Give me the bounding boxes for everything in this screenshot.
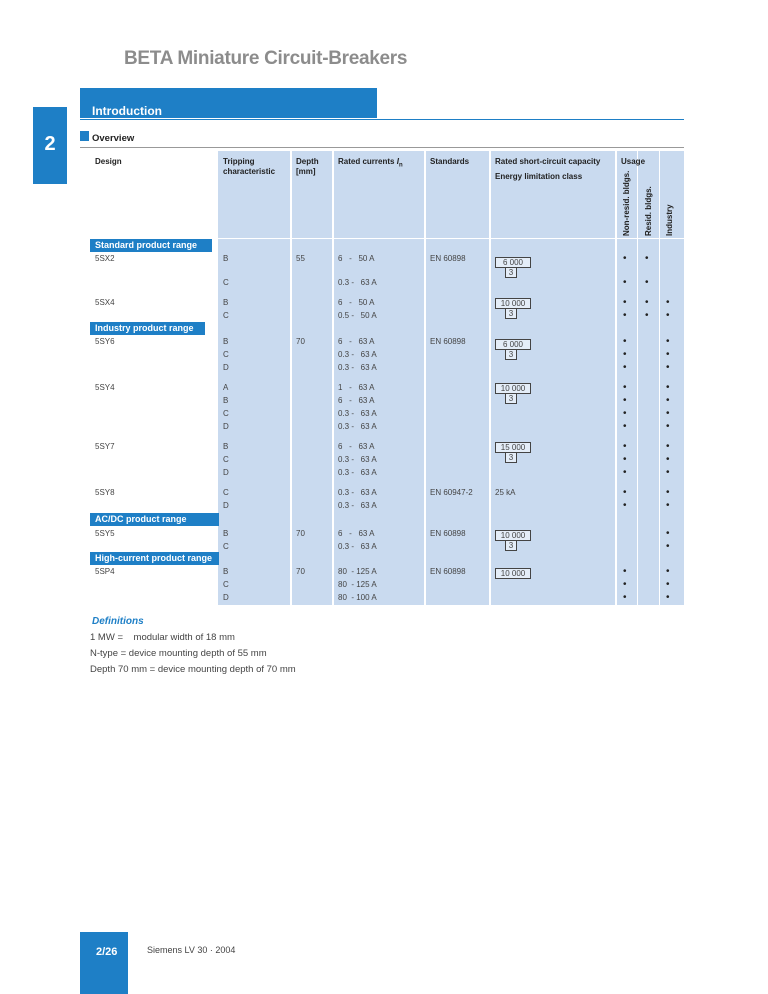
cell-usage-industry: •: [666, 349, 670, 360]
cell-tripping: B: [223, 567, 229, 576]
header-energy: Energy limitation class: [495, 172, 583, 181]
cell-usage-industry: •: [666, 362, 670, 373]
cell-energy-class-box: 3: [505, 540, 517, 551]
table-row: [0, 311, 768, 323]
cell-usage-industry: •: [666, 467, 670, 478]
header-design: Design: [95, 157, 122, 166]
cell-current: 6 - 50 A: [338, 298, 375, 307]
cell-usage-nonresid: •: [623, 566, 627, 577]
cell-tripping: C: [223, 409, 229, 418]
section-title: Introduction: [92, 104, 162, 118]
cell-tripping: D: [223, 363, 229, 372]
cell-usage-nonresid: •: [623, 310, 627, 321]
cell-current: 80 - 100 A: [338, 593, 377, 602]
cell-usage-nonresid: •: [623, 349, 627, 360]
chapter-number: 2: [44, 133, 56, 155]
cell-design: 5SX2: [95, 254, 115, 263]
cell-usage-nonresid: •: [623, 579, 627, 590]
table-row: [0, 409, 768, 421]
table-row: [0, 253, 768, 277]
cell-tripping: C: [223, 580, 229, 589]
cell-energy-class-box: 3: [505, 393, 517, 404]
table-row: [0, 422, 768, 434]
cell-tripping: D: [223, 593, 229, 602]
cell-capacity-box: 6 000: [495, 339, 531, 350]
cell-current: 6 - 63 A: [338, 442, 375, 451]
table-row: [0, 580, 768, 592]
cell-usage-industry: •: [666, 395, 670, 406]
cell-standard: EN 60898: [430, 254, 466, 263]
header-usage-resid: Resid. bldgs.: [644, 186, 653, 236]
cell-usage-resid: •: [645, 253, 649, 264]
overview-rule: [80, 147, 684, 148]
cell-capacity-box: 6 000: [495, 257, 531, 268]
cell-standard: EN 60898: [430, 529, 466, 538]
cell-current: 0.3 - 63 A: [338, 488, 377, 497]
header-standards: Standards: [430, 157, 470, 166]
cell-usage-nonresid: •: [623, 395, 627, 406]
cell-depth: 70: [296, 337, 305, 346]
cell-current: 0.3 - 63 A: [338, 363, 377, 372]
header-rated-currents: [338, 157, 403, 171]
cell-energy-class-box: 3: [505, 308, 517, 319]
cell-capacity-box: 15 000: [495, 442, 531, 453]
cell-design: 5SY8: [95, 488, 115, 497]
cell-usage-industry: •: [666, 541, 670, 552]
cell-design: 5SX4: [95, 298, 115, 307]
cell-current: 0.3 - 63 A: [338, 350, 377, 359]
cell-energy-class-box: 3: [505, 267, 517, 278]
cell-tripping: D: [223, 468, 229, 477]
page-title: BETA Miniature Circuit-Breakers: [124, 48, 408, 69]
cell-depth: 70: [296, 567, 305, 576]
cell-current: 0.3 - 63 A: [338, 542, 377, 551]
cell-usage-resid: •: [645, 277, 649, 288]
cell-depth: 70: [296, 529, 305, 538]
cell-tripping: C: [223, 488, 229, 497]
cell-usage-nonresid: •: [623, 421, 627, 432]
cell-usage-nonresid: •: [623, 454, 627, 465]
cell-usage-nonresid: •: [623, 467, 627, 478]
table-row: [0, 542, 768, 554]
table-row: [0, 350, 768, 362]
cell-tripping: D: [223, 422, 229, 431]
cell-usage-industry: •: [666, 487, 670, 498]
chapter-tab: [33, 107, 67, 184]
cell-usage-industry: •: [666, 297, 670, 308]
header-usage-nonresid: Non-resid. bldgs.: [622, 170, 631, 236]
cell-usage-industry: •: [666, 408, 670, 419]
cell-capacity-box: 10 000: [495, 298, 531, 309]
cell-usage-nonresid: •: [623, 277, 627, 288]
header-depth: Depth [mm]: [296, 157, 319, 176]
cell-tripping: B: [223, 396, 229, 405]
page-number-tab: [80, 932, 128, 994]
cell-tripping: C: [223, 455, 229, 464]
cell-usage-industry: •: [666, 310, 670, 321]
section-rule: [80, 119, 684, 120]
cell-current: 0.3 - 63 A: [338, 278, 377, 287]
cell-capacity: 25 kA: [495, 488, 516, 497]
header-usage: Usage: [621, 157, 646, 166]
cell-usage-industry: •: [666, 592, 670, 603]
definition-item: 1 MW = modular width of 18 mm: [90, 632, 235, 643]
cell-standard: EN 60898: [430, 337, 466, 346]
definitions-title: Definitions: [92, 616, 144, 627]
cell-usage-nonresid: •: [623, 441, 627, 452]
cell-standard: EN 60898: [430, 567, 466, 576]
cell-tripping: D: [223, 501, 229, 510]
header-capacity: Rated short-circuit capacity: [495, 157, 601, 166]
cell-usage-industry: •: [666, 421, 670, 432]
cell-usage-industry: •: [666, 454, 670, 465]
cell-usage-industry: •: [666, 336, 670, 347]
cell-capacity-box: 10 000: [495, 568, 531, 579]
cell-tripping: B: [223, 337, 229, 346]
cell-tripping: C: [223, 542, 229, 551]
cell-current: 0.3 - 63 A: [338, 409, 377, 418]
cell-tripping: B: [223, 529, 229, 538]
cell-tripping: C: [223, 350, 229, 359]
band-highcurrent: High-current product range: [90, 552, 219, 565]
cell-tripping: C: [223, 278, 229, 287]
cell-usage-nonresid: •: [623, 487, 627, 498]
cell-capacity-box: 10 000: [495, 383, 531, 394]
header-rated-currents-symbol: I: [396, 157, 399, 166]
cell-energy-class-box: 3: [505, 452, 517, 463]
header-rated-currents-sub: n: [398, 162, 403, 169]
cell-design: 5SY4: [95, 383, 115, 392]
header-rated-currents-label: Rated currents: [338, 157, 395, 166]
cell-usage-industry: •: [666, 500, 670, 511]
cell-tripping: B: [223, 298, 229, 307]
cell-usage-resid: •: [645, 297, 649, 308]
cell-current: 6 - 50 A: [338, 254, 375, 263]
cell-usage-nonresid: •: [623, 336, 627, 347]
overview-title: Overview: [92, 133, 135, 144]
cell-capacity-box: 10 000: [495, 530, 531, 541]
cell-tripping: B: [223, 254, 229, 263]
table-row: [0, 363, 768, 375]
table-row: [0, 593, 768, 605]
cell-current: 0.3 - 63 A: [338, 468, 377, 477]
cell-standard: EN 60947-2: [430, 488, 473, 497]
cell-usage-industry: •: [666, 579, 670, 590]
table-row: [0, 468, 768, 480]
footer-catalog: Siemens LV 30 · 2004: [147, 945, 236, 955]
cell-usage-resid: •: [645, 310, 649, 321]
definition-item: N-type = device mounting depth of 55 mm: [90, 648, 267, 659]
table-row: [0, 567, 768, 579]
cell-tripping: B: [223, 442, 229, 451]
cell-usage-nonresid: •: [623, 592, 627, 603]
cell-tripping: C: [223, 311, 229, 320]
cell-current: 80 - 125 A: [338, 567, 377, 576]
cell-design: 5SY6: [95, 337, 115, 346]
page-number: 2/26: [96, 946, 118, 958]
cell-usage-nonresid: •: [623, 253, 627, 264]
cell-design: 5SY5: [95, 529, 115, 538]
cell-current: 0.3 - 63 A: [338, 422, 377, 431]
band-industry: Industry product range: [90, 322, 205, 335]
table-row: [0, 488, 768, 500]
cell-usage-nonresid: •: [623, 297, 627, 308]
cell-design: 5SY7: [95, 442, 115, 451]
cell-current: 6 - 63 A: [338, 529, 375, 538]
band-standard: Standard product range: [90, 239, 212, 252]
cell-usage-industry: •: [666, 566, 670, 577]
cell-current: 6 - 63 A: [338, 337, 375, 346]
cell-usage-nonresid: •: [623, 362, 627, 373]
cell-design: 5SP4: [95, 567, 115, 576]
cell-depth: 55: [296, 254, 305, 263]
cell-usage-industry: •: [666, 441, 670, 452]
cell-energy-class-box: 3: [505, 349, 517, 360]
overview-marker: [80, 131, 89, 141]
table-row: [0, 278, 768, 290]
header-tripping: Tripping characteristic: [223, 157, 276, 176]
band-acdc: AC/DC product range: [90, 513, 219, 526]
cell-usage-nonresid: •: [623, 500, 627, 511]
cell-usage-industry: •: [666, 382, 670, 393]
cell-current: 0.3 - 63 A: [338, 501, 377, 510]
cell-usage-industry: •: [666, 528, 670, 539]
table-row: [0, 501, 768, 513]
cell-current: 6 - 63 A: [338, 396, 375, 405]
cell-current: 1 - 63 A: [338, 383, 375, 392]
definition-item: Depth 70 mm = device mounting depth of 70 mm: [90, 664, 296, 675]
cell-current: 0.5 - 50 A: [338, 311, 377, 320]
section-header: [80, 88, 377, 118]
table-row: [0, 396, 768, 408]
cell-usage-nonresid: •: [623, 408, 627, 419]
table-row: [0, 455, 768, 467]
cell-usage-nonresid: •: [623, 382, 627, 393]
cell-current: 0.3 - 63 A: [338, 455, 377, 464]
cell-tripping: A: [223, 383, 229, 392]
header-usage-industry: Industry: [665, 204, 674, 236]
cell-current: 80 - 125 A: [338, 580, 377, 589]
